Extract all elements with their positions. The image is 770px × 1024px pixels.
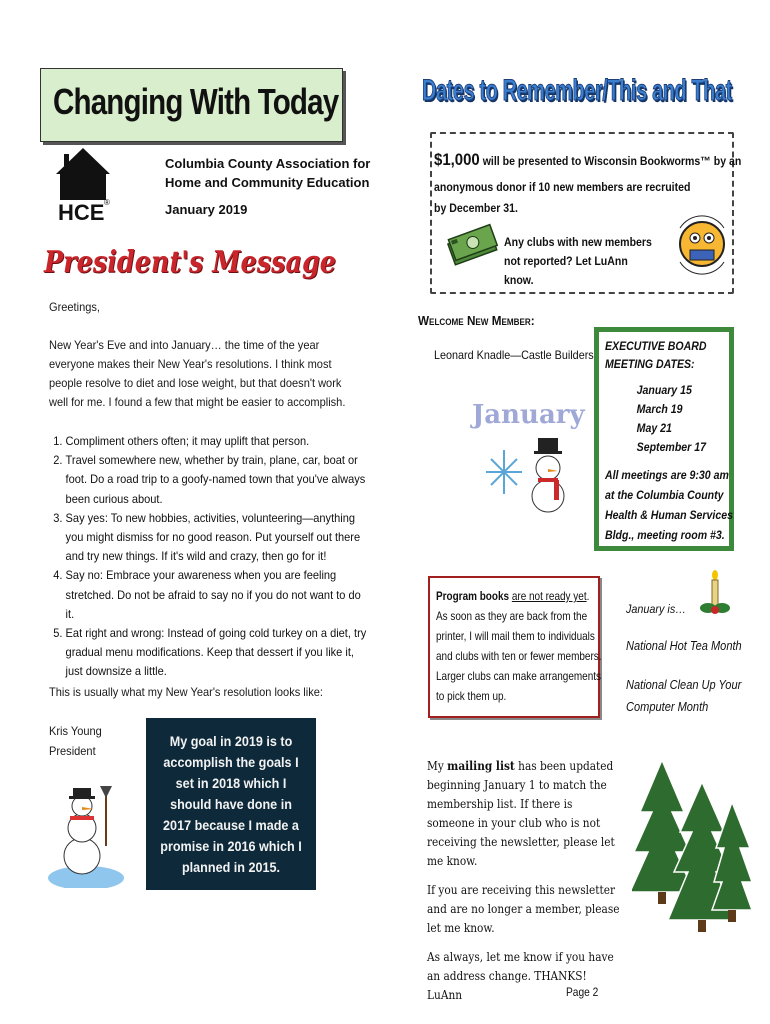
list-item: 2. Travel somewhere new, whether by train, plane, car, boat or foot. Do a road trip to a goofy-named town that you've always been curious about. [66, 451, 370, 509]
signature-name: Kris Young [49, 724, 102, 738]
exec-heading-line1: EXECUTIVE BOARD [605, 339, 707, 353]
wisconsin-bookworms-logo [674, 198, 730, 282]
mailing-rest: has been updated beginning January 1 to match the membership list. If there is someone in your club who is not receiving the newsletter, please let me know. [427, 759, 615, 868]
meeting-date: September 17 [636, 440, 706, 454]
goal-image [146, 718, 316, 890]
hot-tea-month: National Hot Tea Month [626, 638, 742, 653]
january-graphic-text: January [472, 400, 585, 430]
dates-heading: Dates to Remember/This and That [422, 74, 732, 107]
list-item: 1. Compliment others often; it may uplift that person. [66, 432, 370, 451]
list-item: 5. Eat right and wrong: Instead of going cold turkey on a diet, try gradual menu modifications. Keep that dessert if you like it, just downsize a little. [66, 624, 370, 682]
list-item: 3. Say yes: To new hobbies, activities, volunteering—anything you might dismiss for no good reason. Put yourself out there and try new things. If it's wild and crazy, then go for it! [66, 509, 370, 567]
greeting: Greetings, [49, 300, 100, 314]
mailing-paragraph-1 [427, 757, 621, 871]
resolution-line: This is usually what my New Year's resolution looks like: [49, 685, 323, 699]
donation-line-1 [434, 150, 741, 170]
clean-computer-month-line1: National Clean Up Your [626, 677, 742, 692]
snowman-snowflake-image [486, 432, 580, 516]
executive-board-box [594, 327, 734, 551]
meeting-dates [605, 381, 737, 457]
list-item: 4. Say no: Embrace your awareness when you are feeling stretched. Do not be afraid to say no if you do not want to do it. [66, 566, 370, 624]
page-number: Page 2 [566, 985, 599, 999]
candle-icon [700, 570, 730, 620]
meeting-location-note: All meetings are 9:30 am at the Columbia County Health & Human Services Bldg., meeting room #3. [605, 468, 733, 542]
presidents-message-heading: President's Message [44, 245, 337, 280]
program-books-status: are not ready yet [511, 589, 587, 603]
signature-title: President [49, 744, 96, 758]
goal-text: My goal in 2019 is to accomplish the goals I set in 2018 which I should have done in 2017 because I made a promise in 2016 which I planned in 2015. [160, 732, 302, 875]
mailing-paragraph-2: If you are receiving this newsletter and are no longer a member, please let me know. [427, 883, 620, 935]
org-name-line1: Columbia County Association for [165, 156, 371, 171]
money-icon [446, 222, 498, 270]
org-name [165, 154, 385, 192]
mailing-prefix: My [427, 759, 448, 773]
hce-logo [52, 148, 114, 226]
any-clubs-text: Any clubs with new members not reported? Let LuAnn know. [504, 235, 652, 287]
mailing-list-section [427, 757, 621, 1015]
snowy-trees-image [632, 752, 752, 934]
meeting-date: May 21 [636, 421, 672, 435]
donation-line-2: anonymous donor if 10 new members are recruited [434, 180, 691, 194]
newsletter-title-box [40, 68, 343, 142]
program-books-text: . As soon as they are back from the printer, I will mail them to individuals and clubs with ten or fewer members. Larger clubs can make arrangements to pick them up. [436, 589, 602, 703]
hce-logo-text: HCE [58, 200, 105, 225]
program-books-box [428, 576, 600, 718]
meeting-date: March 19 [636, 402, 683, 416]
issue-date: January 2019 [165, 202, 248, 217]
welcome-heading: Welcome New Member: [418, 313, 535, 328]
mailing-list-bold: mailing list [447, 759, 515, 773]
intro-paragraph: New Year's Eve and into January… the time of the year everyone makes their New Year's resolutions. I think most people resolve to diet and lose weight, but that doesn't work well for me. I found a few that might be easier to accomplish. [49, 338, 346, 409]
clean-computer-month-line2: Computer Month [626, 699, 709, 714]
new-member-name: Leonard Knadle—Castle Builders [434, 348, 594, 362]
january-is-heading: January is… [626, 602, 687, 616]
mailing-paragraph-3: As always, let me know if you have an address change. THANKS! LuAnn [427, 950, 614, 1002]
meeting-date: January 15 [636, 383, 692, 397]
program-books-label: Program books [436, 589, 510, 603]
snowman-image [48, 776, 124, 888]
donation-amount: $1,000 [434, 150, 480, 169]
org-name-line2: Home and Community Education [165, 175, 370, 190]
donation-line-3: by December 31. [434, 201, 518, 215]
newsletter-title: Changing With Today [53, 81, 339, 122]
registered-mark: ® [104, 198, 110, 207]
resolution-list [49, 432, 369, 682]
exec-heading-line2: MEETING DATES: [605, 357, 695, 371]
donation-text: will be presented to Wisconsin Bookworms™ by an [479, 154, 742, 168]
